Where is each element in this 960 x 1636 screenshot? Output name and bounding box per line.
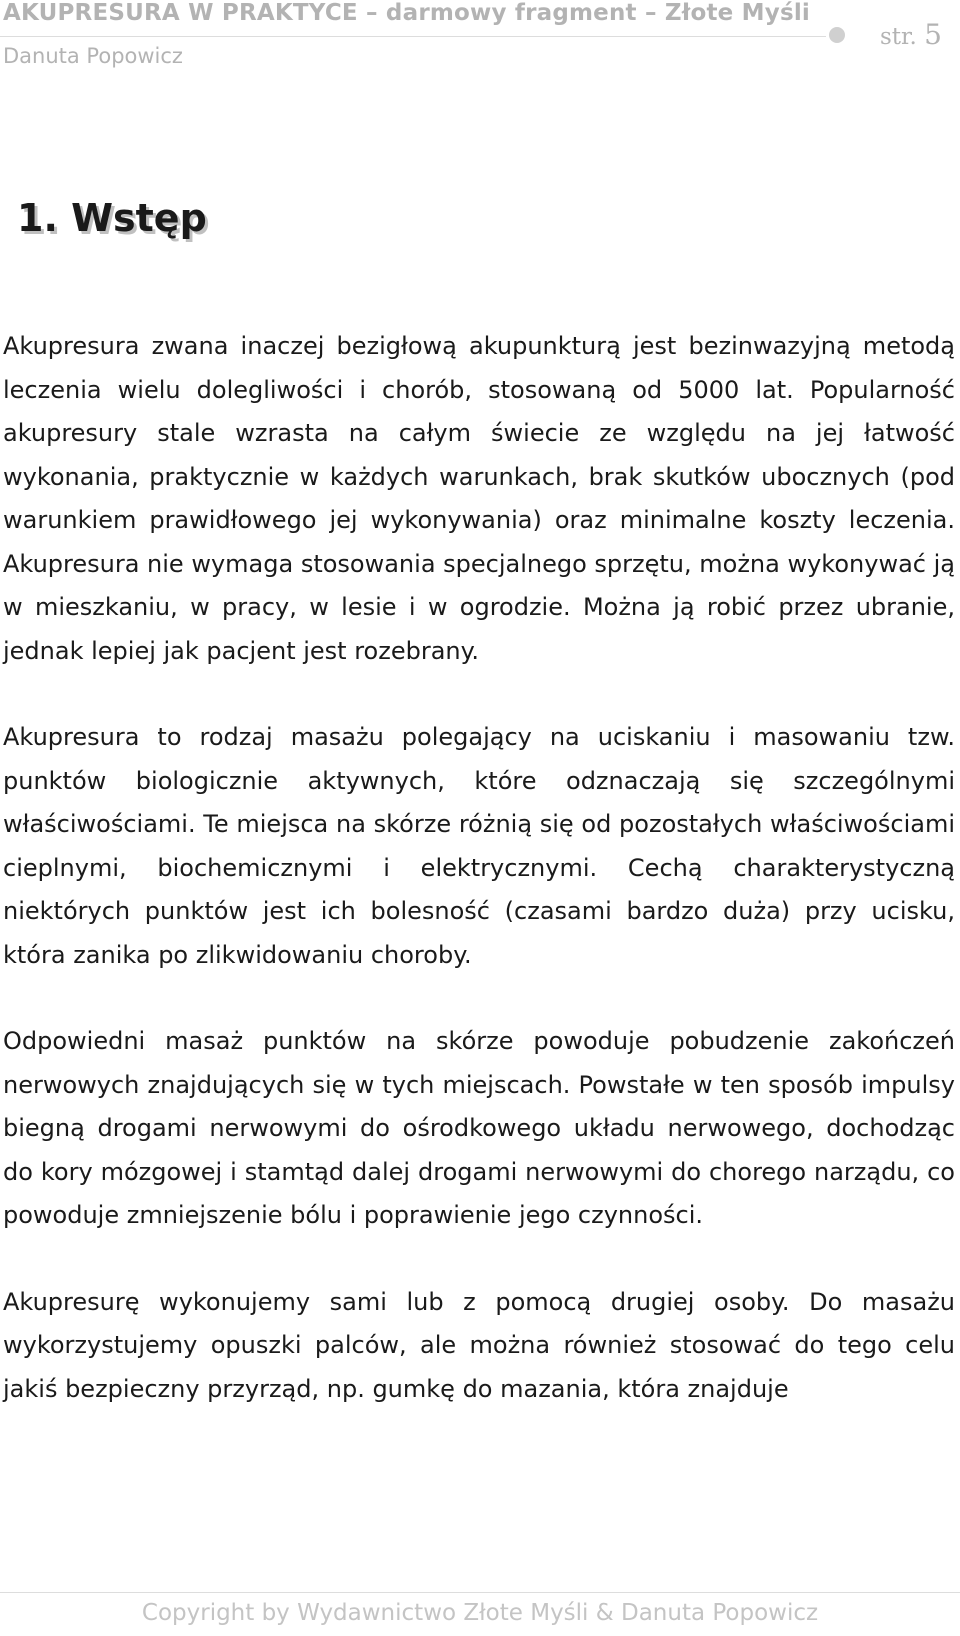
header-author: Danuta Popowicz <box>3 44 183 68</box>
page-number-label: str. <box>880 24 917 50</box>
paragraph-2: Akupresura to rodzaj masażu polegający na uciskaniu i masowaniu tzw. punktów biologicznie aktywnych, które odznaczają się szczególnymi właściwościami. Te miejsca na skórze różnią się od pozostałych właściwościami cieplnymi, biochemicznymi i elektrycznymi. Cechą charakterystyczną niektórych punktów jest ich bolesność (czasami bardzo duża) przy ucisku, która zanika po zlikwidowaniu choroby. <box>3 723 955 969</box>
footer-divider <box>0 1592 960 1593</box>
bullet-icon <box>829 27 845 43</box>
paragraph-3: Odpowiedni masaż punktów na skórze powoduje pobudzenie zakończeń nerwowych znajdujących się w tych miejscach. Powstałe w ten sposób impulsy biegną drogami nerwowymi do ośrodkowego układu nerwowego, dochodząc do kory mózgowej i stamtąd dalej drogami nerwowymi do chorego narządu, co powoduje zmniejszenie bólu i poprawienie jego czynności. <box>3 1027 955 1229</box>
header-divider <box>0 36 826 37</box>
page-header <box>0 0 960 78</box>
body-text <box>3 325 955 1454</box>
chapter-title: 1. Wstęp <box>17 196 207 240</box>
page-number <box>880 18 942 51</box>
paragraph-1: Akupresura zwana inaczej bezigłową akupunkturą jest bezinwazyjną metodą leczenia wielu dolegliwości i chorób, stosowaną od 5000 lat. Popularność akupresury stale wzrasta na całym świecie ze względu na jej łatwość wykonania, praktycznie w każdych warunkach, brak skutków ubocznych (pod warunkiem prawidłowego jej wykonywania) oraz minimalne koszty leczenia. Akupresura nie wymaga stosowania specjalnego sprzętu, można wykonywać ją w mieszkaniu, w pracy, w lesie i w ogrodzie. Można ją robić przez ubranie, jednak lepiej jak pacjent jest rozebrany. <box>3 332 955 665</box>
header-title: AKUPRESURA W PRAKTYCE – darmowy fragment – Złote Myśli <box>3 0 811 26</box>
footer-copyright: Copyright by Wydawnictwo Złote Myśli & Danuta Popowicz <box>141 1600 819 1626</box>
page-number-value: 5 <box>924 18 942 51</box>
paragraph-4: Akupresurę wykonujemy sami lub z pomocą drugiej osoby. Do masażu wykorzystujemy opuszki palców, ale można również stosować do tego celu jakiś bezpieczny przyrząd, np. gumkę do mazania, która znajduje <box>3 1287 955 1403</box>
